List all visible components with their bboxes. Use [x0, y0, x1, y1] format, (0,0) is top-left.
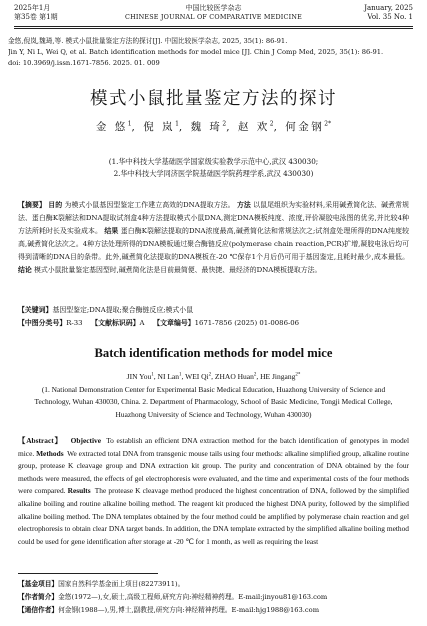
keywords-text-cn: 基因型鉴定;DNA提取;聚合酶链反应;模式小鼠	[52, 306, 194, 314]
article-number-label: 【文章编号】	[153, 319, 195, 327]
footnote-fund: 【基金项目】国家自然科学基金面上项目(82273911)。	[18, 580, 185, 588]
methods-label-cn: 方法	[236, 201, 251, 209]
author-list-cn: 金 悠$^1$, 倪 岚$^1$, 魏 琦$^2$, 赵 欢$^2$, 何金钢$^{2*}$	[95, 120, 332, 133]
author-cn: 金 悠$^1$	[95, 120, 132, 133]
citation-doi: doi: 10.3969/j.issn.1671-7856. 2025. 01. 009	[8, 59, 160, 67]
author-cn: 赵 欢$^2$	[237, 120, 274, 133]
header-journal-name	[14, 4, 413, 22]
objective-label-cn: 目的	[48, 201, 63, 209]
results-text-cn: 蛋白酶K裂解法提取的DNA浓度最高,碱煮简化法和常规法次之;试剂盒处理所得的DNA纯度较高,碱煮简化法次之。4种方法处理所得的DNA模板通过聚合酶链反应(polymerase chain reaction,PCR)扩增,凝胶电泳后均可得到清晰的DNA目的条带。此外,碱煮简化法提取的DNA模板在-20 ℃保存1个月后仍可用于基因鉴定,且耗时最少,成本最低。	[18, 227, 409, 262]
running-header	[14, 4, 413, 28]
objective-label-en: Objective	[70, 436, 102, 445]
author-en: WEI Qi$^2$	[185, 372, 212, 381]
affiliations-cn	[0, 156, 427, 180]
affiliations-en: (1. National Demonstration Center for Experimental Basic Medical Education, Huazhong University of Science and Technology, Wuhan 430030, China. 2. Department of Pharmacology, School of Basic Medicine, Tongji Medical College, Huazhong University of Science and Technology, Wuhan 430030)	[34, 385, 393, 419]
keywords-cn	[18, 304, 409, 317]
footnote-corresponding: 【通信作者】何金钢(1988—),男,博士,副教授,研究方向:神经精神药理。E-mail:hjg1988@163.com	[18, 606, 320, 614]
doc-code-value: A	[139, 319, 145, 327]
footnote-divider	[18, 573, 158, 574]
header-volume-en: Vol. 35 No. 1	[367, 13, 413, 21]
citation-cn: 金悠,倪岚,魏琦,等. 模式小鼠批量鉴定方法的探讨[J]. 中国比较医学杂志, 2025, 35(1): 86-91.	[8, 37, 288, 45]
methods-text-cn: 以鼠尾组织为实验材料,采用碱煮简化法、碱煮常规法、蛋白酶K裂解法和DNA提取试剂盒4种方法提取模式小鼠DNA,测定DNA模板纯度、浓度,评价凝胶电泳图的优劣,并比较4种方法所耗时长及实验成本。	[18, 201, 409, 236]
results-text-en: The protease K cleavage method produced the highest concentration of DNA, followed by the simplified alkaline boiling and routine alkaline boiling method. The reagent kit produced the highest DNA purity, followed by the simplified alkaline boiling method. The DNA templates obtained by the four method could be amplified by polymerase chain reaction and gel electrophoresis to obtain clear DNA target bands. In addition, the DNA template extracted by the simplified alkaline boiling method could be used for gene identification after storage at -20 ℃ for 1 month, as well as requiring the least	[18, 486, 409, 546]
article-title-en: Batch identification methods for model mice	[94, 346, 333, 360]
author-cn: 魏 琦$^2$	[190, 120, 227, 133]
journal-name-en: CHINESE JOURNAL OF COMPARATIVE MEDICINE	[124, 13, 302, 21]
conclusion-text-cn: 模式小鼠批量鉴定基因型时,碱煮简化法是目前最简便、最快捷、最经济的DNA模板提取方法。	[33, 266, 322, 275]
conclusion-label-cn: 结论	[18, 266, 32, 275]
affiliation-cn-2: 2.华中科技大学同济医学院基础医学院药理学系,武汉 430030)	[113, 169, 314, 178]
citation-block	[8, 36, 419, 69]
footnote-author: 【作者简介】金悠(1972—),女,硕士,高级工程师,研究方向:神经精神药理。E-mail:jinyou81@163.com	[18, 593, 328, 601]
author-en: ZHAO Huan$^2$	[214, 372, 257, 381]
author-en: JIN You$^1$	[126, 372, 154, 381]
author-en: HE Jingang$^{2*}$	[260, 372, 301, 381]
article-number-value: 1671-7856 (2025) 01-0086-06	[194, 319, 300, 327]
keywords-label-cn: 【关键词】	[18, 306, 53, 314]
clc-value: R-33	[66, 319, 83, 327]
abstract-cn	[18, 199, 409, 278]
header-rule-thin	[14, 28, 413, 29]
header-date-volume-en	[364, 4, 413, 22]
header-date-cn: 2025年1月	[14, 4, 51, 12]
journal-name-cn: 中国比较医学杂志	[185, 4, 242, 12]
header-volume-cn: 第35卷 第1期	[14, 13, 58, 21]
citation-en: Jin Y, Ni L, Wei Q, et al. Batch identification methods for model mice [J]. Chin J Comp Med, 2025, 35(1): 86-91.	[8, 48, 384, 56]
objective-text-en: To establish an efficient DNA extraction method for the batch identification of genotypes in model mice.	[18, 436, 409, 458]
methods-label-en: Methods	[36, 448, 64, 458]
author-en: NI Lan$^1$	[157, 372, 182, 381]
methods-text-en: We extracted total DNA from transgenic mouse tails using four methods: alkaline simplified group, alkaline routine group, protease K cleavage group and DNA extraction kit group. The purity and concentration of DNA obtained by the four methods were measured, the effects of gel electrophoresis were evaluated, and the time and experimental costs of the four methods were compared.	[18, 448, 409, 496]
footnotes	[18, 578, 409, 617]
results-label-en: Results	[67, 486, 91, 496]
abstract-label-en: 【Abstract】	[18, 436, 63, 445]
clc-label: 【中图分类号】	[18, 319, 67, 327]
classification-line	[18, 317, 409, 330]
header-rule-thick	[14, 26, 413, 27]
affiliation-cn-1: (1.华中科技大学基础医学国家级实验教学示范中心,武汉 430030;	[108, 157, 319, 166]
results-label-cn: 结果	[104, 227, 119, 236]
author-cn: 倪 岚$^1$	[143, 120, 179, 133]
objective-text-cn: 为模式小鼠基因型鉴定工作建立高效的DNA提取方法。	[64, 201, 235, 209]
article-title-cn: 模式小鼠批量鉴定方法的探讨	[90, 89, 337, 109]
doc-code-label: 【文献标识码】	[91, 319, 140, 327]
author-cn: 何金钢$^{2*}$	[285, 120, 332, 133]
author-list-en: JIN You$^1$, NI Lan$^1$, WEI Qi$^2$, ZHAO Huan$^2$, HE Jingang$^{2*}$	[126, 372, 301, 381]
header-date-en: January, 2025	[364, 4, 413, 12]
abstract-en	[18, 435, 409, 548]
abstract-label-cn: 【摘要】	[18, 201, 46, 209]
